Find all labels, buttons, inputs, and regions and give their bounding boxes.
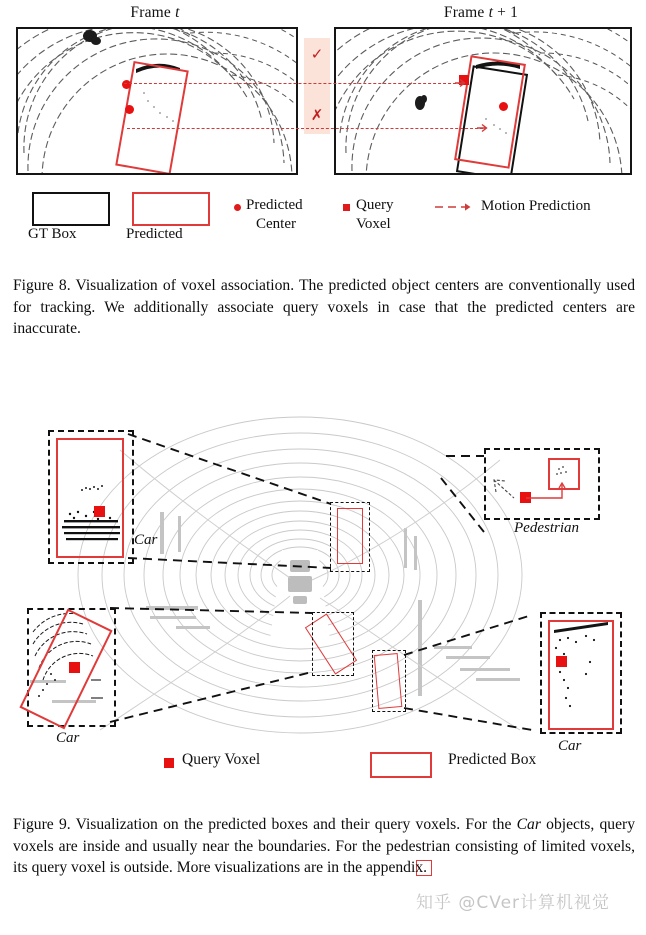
legend-query-voxel-square [343,204,350,211]
legend9-query-voxel-square [164,758,174,768]
legend-gt-box-label: GT Box [28,226,77,242]
inset-query-voxel-car-top-left [94,506,105,517]
inset-pedestrian-top-right [484,448,600,520]
inset-query-voxel-car-bottom-right [556,656,567,667]
inset-car-bottom-right [540,612,622,734]
figure-9 [0,400,646,795]
frame-t-title-var: t [175,4,180,21]
figure-9-caption [13,814,635,879]
match-success-icon: ✓ [310,45,324,63]
frame-t-title-prefix: Frame [130,4,176,21]
frame-t1-title-prefix: Frame [443,4,489,21]
figure-9-caption-car-italic: Car [516,816,541,833]
frame-t1-title-var: t [488,4,494,21]
figure-9-caption-part1: Figure 9. Visualization on the predicted boxes and their query voxels. For the [13,816,517,833]
predicted-center-frame-t-plus-1 [499,102,508,111]
predicted-center-frame-t [125,105,134,114]
inset-pedestrian-label: Pedestrian [514,520,579,536]
motion-prediction-line-center [127,128,483,129]
legend-predicted-center-label-line2: Center [256,216,296,232]
inset-car-top-left [48,430,134,564]
figure-8-legend [0,192,646,252]
legend9-query-voxel-label: Query Voxel [182,751,261,768]
query-voxel-frame-t [122,80,131,89]
frame-t-title [16,4,294,22]
legend-motion-prediction-arrow [434,200,478,214]
motion-arrow-head-center [477,123,491,135]
pedestrian-voxel-connector [524,482,568,502]
legend-predicted-center-label-line1: Predicted [246,197,303,213]
legend-motion-prediction-label: Motion Prediction [481,198,591,214]
inset-query-voxel-car-bottom-left [69,662,80,673]
legend-gt-box-swatch [32,192,110,226]
figure-9-caption-part2: objects, query voxels are inside and usually near the boundaries. For the pedestrian consisting of limited voxels, its query voxel is outside. More visualizations are in the appendix. [13,816,635,876]
legend9-predicted-box-swatch [370,752,432,778]
lidar-panel-frame-t [16,27,298,175]
inset-car-bottom-left-label: Car [56,730,80,746]
lidar-panel-frame-t-plus-1 [334,27,632,175]
motion-prediction-line-voxel [124,83,461,84]
match-failure-icon: ✗ [310,106,324,124]
inset-car-bottom-left [27,608,116,727]
inset-car-bottom-right-label: Car [558,738,582,754]
frame-t-plus-1-title [334,4,628,22]
pedestrian-inset-pointer [492,478,524,512]
figure-8-caption: Figure 8. Visualization of voxel association. The predicted object centers are conventionally used for tracking. We additionally associate query voxels in case that the predicted centers are inaccurate. [13,277,635,337]
motion-arrow-head-voxel [455,78,469,90]
legend-query-voxel-label-line2: Voxel [356,216,391,232]
frame-t1-title-suffix: + 1 [493,4,519,21]
inset-predicted-box-car-top-left [56,438,124,558]
inset-car-top-left-label: Car [134,532,158,548]
legend-predicted-label: Predicted [126,226,183,242]
legend-query-voxel-label-line1: Query [356,197,394,213]
legend-predicted-center-dot [234,204,241,211]
legend-predicted-box-swatch [132,192,210,226]
inset-predicted-box-car-bottom-right [548,620,614,730]
watermark: 知乎 @CVer计算机视觉 [416,893,611,913]
figure-9-legend [0,748,646,784]
legend9-predicted-box-label: Predicted Box [448,751,537,768]
